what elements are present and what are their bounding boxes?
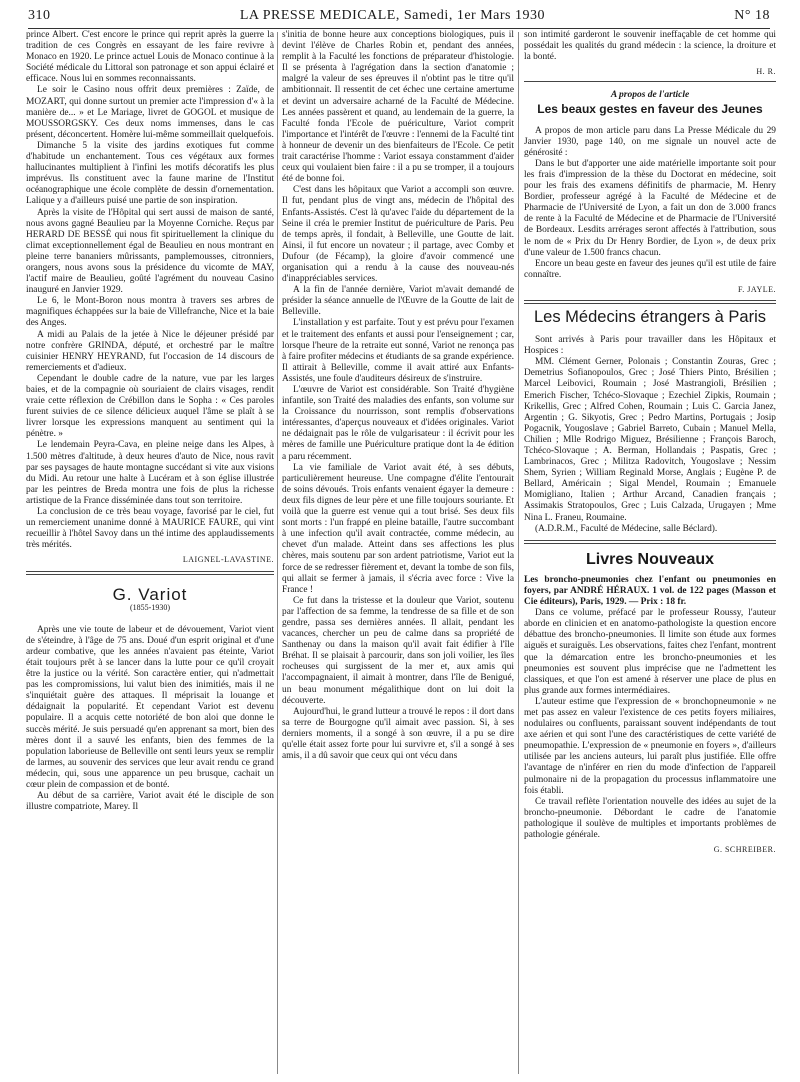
column-divider: [518, 32, 519, 1074]
article-signature: LAIGNEL-LAVASTINE.: [182, 555, 274, 565]
paragraph: prince Albert. C'est encore le prince qui reprit après la guerre la tradition de ces Congrès en essayant de les faire revivre à Monaco en 1920. Le prince actuel Louis de Monaco continue à la Société médicale du Littoral son patronage et son appui éclairé et efficace. Nous lui en sommes reconnaissants.: [26, 30, 274, 85]
paragraph: Après la visite de l'Hôpital qui sert aussi de maison de santé, nous avons gagné Beaulieu par la Moyenne Corniche. Reçus par HERARD DE BESSÉ qui nous fit spirituellement la clinique du climat exceptionnellement égal de Beaulieu en nous montrant en pleine terre bananiers mûrissants, pamplemousses, citronniers, orangers, nous avons sous la présidence du vicomte de MAY, l'actif maire de Beaulieu, goûté l'agrément du nouveau Casino inauguré en Janvier 1929.: [26, 207, 274, 296]
section-title-medecins: Les Médecins étrangers à Paris: [533, 307, 767, 326]
paragraph: Dans ce volume, préfacé par le professeur Roussy, l'auteur aborde en clinicien et en anatomo-pathologiste la question encore débattue des broncho-pneumonies. Il limite son étude aux formes aiguës et suraiguës. Les observations, faites chez l'enfant, montrent que la démarcation entre les broncho-pneumonies et les pneumonies est souvent plus imprécise que ne l'admettent les classiques, et que l'on est amené à réserver une place de plus en plus grande aux formes intermédiaires.: [524, 608, 776, 696]
column-1: [26, 30, 274, 1078]
paragraph: Ce travail reflète l'orientation nouvelle des idées au sujet de la broncho-pneumonie. Débordant le cadre de l'anatomie pathologique il soulève de multiples et importants problèmes de pathologie générale.: [524, 796, 776, 840]
paragraph: A propos de mon article paru dans La Presse Médicale du 29 Janvier 1930, page 140, on me signale un nouvel acte de générosité :: [524, 125, 776, 158]
paragraph: Le 6, le Mont-Boron nous montra à travers ses arbres de magnifiques échappées sur la baie de Villefranche, Nice et la baie des Anges.: [26, 296, 274, 329]
paragraph: Aujourd'hui, le grand lutteur a trouvé le repos : il dort dans sa terre de Bourgogne qu'il aimait avec passion. Si, à ses derniers moments, il a songé à son œuvre, il a pu se dire qu'elle était assez forte pour lui survivre et, s'il a songé à ses amis, il a dû savoir que ceux qui ont vécu dans: [282, 706, 514, 762]
paragraph: L'installation y est parfaite. Tout y est prévu pour l'examen et le traitement des enfants et aussi pour l'enseignement ; car, lorsque l'heure de la retraite eut sonné, Variot ne renonça pas à faire profiter médecins et étudiants de sa grande expérience. Il attirait à Belleville, comme il avait attiré aux Enfants-Assistés, une foule d'auditeurs désireux de s'instruire.: [282, 318, 514, 384]
article-signature: H. R.: [756, 67, 776, 77]
paragraph: La vie familiale de Variot avait été, à ses débuts, particulièrement heureuse. Une compagne d'élite l'entourait de soins dévoués. Trois enfants venaient égayer la demeure : deux fils dignes de leur père et une fille toujours souriante. Et voilà que la guerre est venue qui a tout brisé. Ses deux fils sont morts : l'un frappé en pleine bataille, l'autre succombant à une infection qu'il avait contractée, comme médecin, au chevet d'un malade. Atteint dans ses affections les plus chères, mais soutenu par son ardent patriotisme, Variot eut la force de se redresser fièrement et, devant la tombe de son fils, qui allait se fermer à jamais, il s'écria avec force : Vive la France !: [282, 462, 514, 595]
doctors-list: MM. Clément Gerner, Polonais ; Constantin Zouras, Grec ; Demetrius Sofianopoulos, Grec ; José Thiers Pinto, Brésilien ; Marcel Leibovici, Roumain ; José Mastrangioli, Brésilien ; Emerich Fischer, Tchéco-Slovaque ; Ezechiel Zipkis, Roumain ; Krikellis, Grec ; Alfred Cohen, Roumain ; Luis C. Garcia Janez, Argentin ; G. Sikyotis, Grec ; Pedro Martins, Portugais ; Josip Pogacnik, Yougoslave ; Gabriel Barreto, Cubain ; Manuel Mella, Chilien ; Mlle Rodrigo Miguez, Brésilienne ; François Baroch, Tchéco-Slovaque ; A. Berman, Hollandais ; Paspatis, Grec ; Lambrinacos, Grec ; Militza Radovitch, Yougoslave ; Nessim Shem, Syrien ; William Reginald Morse, Anglais ; Eugène P. de Bellard, Américain ; Sigal Mendel, Roumain ; Emanuele Momigliano, Italien ; Arthur Arcand, Canadien français ; Assimakis Stratopoulos, Grec ; Luis Calzada, Urugayen ; Mme Nina L. Franeu, Roumaine.: [524, 357, 776, 523]
section-rule: [524, 540, 776, 544]
section-title-livres: Livres Nouveaux: [585, 550, 715, 568]
column-divider: [277, 32, 278, 1074]
obituary-title: G. Variot: [112, 584, 188, 604]
column-3: [524, 30, 776, 1078]
section-rule: [26, 571, 274, 575]
paragraph: Cependant le double cadre de la nature, vue par les larges baies, et de la compagnie où souriaient de clairs visages, rendit vraie cette réflexion de Crébillon dans le Sopha : « Ces paroles furent suivies de ce silence délicieux auquel l'âme se plaît à se livrer lorsque les expressions manquent au sentiment qui la pénètre. »: [26, 373, 274, 440]
article-signature: G. SCHREIBER.: [713, 845, 776, 855]
section-rule: [524, 81, 776, 82]
section-title-gestes: Les beaux gestes en faveur des Jeunes: [537, 102, 763, 117]
paragraph: L'œuvre de Variot est considérable. Son Traité d'hygiène infantile, son Traité des maladies des enfants, son volume sur la Croissance du nourrisson, sont remplis d'observations intéressantes, d'aperçus nouveaux et d'idées originales. Variot ne dédaignait pas le rôle de vulgarisateur : il écrivit pour les mères de famille une Puériculture pratique dont la 4e édition a paru récemment.: [282, 385, 514, 462]
column-2: [282, 30, 514, 1078]
paragraph: La conclusion de ce très beau voyage, favorisé par le ciel, fut un remerciement unanime donné à MAURICE FAURE, qui vint recueillir à l'hôtel Savoy dans un thé intime des applaudissements très mérités.: [26, 507, 274, 551]
paragraph: L'auteur estime que l'expression de « bronchopneumonie » ne met pas assez en valeur l'existence de ces petits foyers miliaires, nodulaires ou confluents, paraissant souvent indépendants de tout axe aérien et qui sont l'une des caractéristiques de cette variété de pneumopathie. L'expression de « pneumonie en foyers », d'ailleurs utilisée par les anciens auteurs, lui paraît plus justifiée. Elle offre l'avantage de n'inférer en rien du mode d'infection de l'appareil pulmonaire ni de la propagation du processus inflammatoire une fois établi.: [524, 696, 776, 796]
paragraph: A midi au Palais de la jetée à Nice le déjeuner présidé par notre confrère GRINDA, député, et orchestré par le maître cuisinier HENRY HEYRAND, fut l'occasion de 14 discours de remerciements et d'adieux.: [26, 329, 274, 373]
paragraph: A la fin de l'année dernière, Variot m'avait demandé de présider la séance annuelle de l'Œuvre de la Goutte de lait de Belleville.: [282, 285, 514, 318]
book-reference: Les broncho-pneumonies chez l'enfant ou pneumonies en foyers, par ANDRÉ HÉRAUX. 1 vol. de 122 pages (Masson et Cie éditeurs), Paris, 1929. — Prix : 18 fr.: [524, 574, 776, 608]
paragraph: Après une vie toute de labeur et de dévouement, Variot vient de s'éteindre, à l'âge de 75 ans. Doué d'un esprit original et d'une ardeur combative, que les années n'avaient pas éteinte, Variot était toujours prêt à se lancer dans la lutte pour ce qu'il croyait être la justice ou la vérité. Son caractère entier, qui n'admettait pas les compromissions, lui valut bien des inimitiés, mais il ne s'inquiétait guère des attaques. Il méprisait la louange et dédaignait la popularité. Et cependant Variot est devenu populaire. Il a acquis cette notoriété de bon aloi que donne le succès mérité. Je suis persuadé qu'en apprenant sa mort, bien des mères dont il a sauvé les enfants, bien des femmes de la population laborieuse de Belleville ont senti leurs yeux se remplir de larmes, au souvenir des services que leur avait rendu ce grand médecin, qui, sous une apparence un peu brusque, cachait un cœur plein de compassion et de bonté.: [26, 624, 274, 790]
paragraph: s'initia de bonne heure aux conceptions biologiques, puis il devint l'élève de Charles Robin et, pendant des années, remplit à la Faculté les fonctions de préparateur d'histologie. Il se présenta à l'agrégation dans la section d'anatomie ; malgré la valeur de ses épreuves il n'obtint pas le titre qu'il ambitionnait. Il ressentit de cet échec une certaine amertume et devint un adversaire acharné de la Faculté de Médecine. Les années passèrent et quand, au lendemain de la guerre, la Faculté fonda l'Ecole de puériculture, Variot comprit l'importance et l'intérêt de l'œuvre : l'ennemi de la Faculté tint à honneur de devenir un des bienfaiteurs de l'Ecole. Ce petit trait caractérise l'homme : Variot essaya constamment d'aider ceux qui voulaient bien faire : il a pu se tromper, il a toujours été de bonne foi.: [282, 30, 514, 185]
section-kicker: A propos de l'article: [610, 90, 690, 101]
paragraph: Le soir le Casino nous offrit deux premières : Zaïde, de MOZART, qui donne surtout un premier acte l'impression d'« à la manière de... » et Le Mariage, livret de GOGOL et musique de MOUSSORGSKY. Ces deux noms immenses, dans le cas présent, déconcertent. Homère lui-même sommeillait quelquefois.: [26, 85, 274, 140]
paragraph: Sont arrivés à Paris pour travailler dans les Hôpitaux et Hospices :: [524, 335, 776, 357]
paragraph: Ce fut dans la tristesse et la douleur que Variot, soutenu par l'affection de sa femme, la tendresse de sa fille et de son gendre, passa ses dernières années. Il allait, pendant les vacances, chercher un peu de calme dans sa propriété de Santhenay ou dans la maison qu'il avait fait édifier à l'île Bréhat. Il se plaisait à parcourir, dans son joli voilier, les îles rocheuses qui surgissent de la mer et, aux amis qui l'accompagnaient, il aimait à montrer, dans l'île de Benigué, un beau monument mégalithique dont on lui doit la découverte.: [282, 595, 514, 706]
paragraph: Dimanche 5 la visite des jardins exotiques fut comme d'habitude un enchantement. Tous ces végétaux aux formes hallucinantes multiplient à l'infini les motifs décoratifs les plus imprévus. Ils constituent avec la faune marine de l'Institut océanographique une école complète de dessin d'ornementation. Lalique y a d'ailleurs puisé une partie de son inspiration.: [26, 140, 274, 207]
page-header: [28, 4, 770, 29]
issue-number: N° 18: [734, 8, 770, 23]
section-rule: [524, 300, 776, 304]
paragraph: Le lendemain Peyra-Cava, en pleine neige dans les Alpes, à 1.500 mètres d'altitude, à deux heures d'auto de Nice, nous ravit par ses paysages de haute montagne succédant si vite aux visions du Midi. Au retour une halte à Lucéram et à son église illustrée par les peintres de Breda montra une fois de plus la richesse artistique de la France disséminée dans tout son territoire.: [26, 440, 274, 506]
paragraph: Dans le but d'apporter une aide matérielle importante soit pour les frais d'impression de la thèse du Doctorat en médecine, soit pour les frais des examens définitifs de pharmacie, M. Henry Bordier, professeur agrégé à la Faculté de Médecine et de Pharmacie de l'Université de Lyon, a fait un don de 3.000 francs de rente à la Faculté de Médecine et de Pharmacie de l'Université de Bordeaux. Lesdits arrérages seront affectés à l'attribution, sous le nom de « Prix du Dr Henry Bordier, de Lyon », de deux prix d'une valeur de 1.500 francs chacun.: [524, 158, 776, 258]
paragraph: Au début de sa carrière, Variot avait été le disciple de son illustre compatriote, Marey. Il: [26, 791, 274, 813]
paragraph: Encore un beau geste en faveur des jeunes qu'il est utile de faire connaître.: [524, 258, 776, 280]
journal-title: LA PRESSE MEDICALE, Samedi, 1er Mars 1930: [239, 8, 545, 23]
page-number: 310: [28, 8, 51, 23]
paragraph: (A.D.R.M., Faculté de Médecine, salle Béclard).: [535, 523, 718, 534]
obituary-dates: (1855-1930): [130, 602, 170, 612]
paragraph: C'est dans les hôpitaux que Variot a accompli son œuvre. Il fut, pendant plus de vingt ans, médecin de l'hôpital des Enfants-Assistés. C'est là qu'avec l'aide du département de la Seine il créa le premier Institut de puériculture de Paris. Peu de temps après, il fondait, à Belleville, une Goutte de lait. Ainsi, il fut encore un novateur ; il partage, avec Comby et Dufour (de Fécamp), la gloire d'avoir commencé une organisation qui a rendu à la cause des nouveau-nés d'inappréciables services.: [282, 185, 514, 285]
article-signature: F. JAYLE.: [737, 284, 776, 294]
paragraph: son intimité garderont le souvenir ineffaçable de cet homme qui possédait les qualités du grand médecin : la science, la droiture et la bonté.: [524, 30, 776, 63]
